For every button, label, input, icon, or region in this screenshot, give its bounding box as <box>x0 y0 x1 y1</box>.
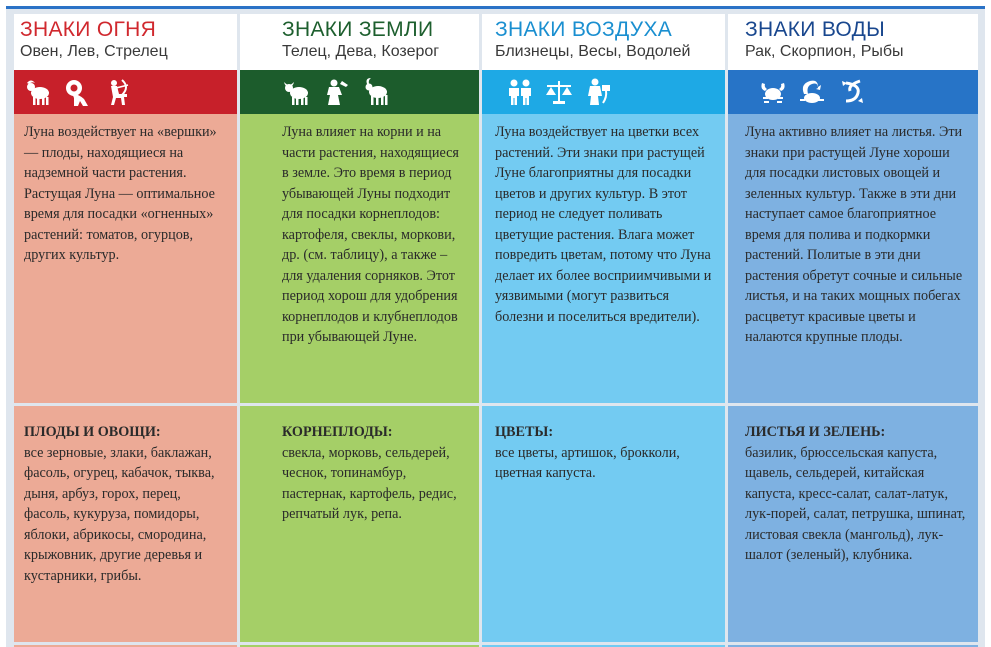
plants-list-title: КОРНЕПЛОДЫ: <box>282 424 393 440</box>
plants-list-title: ЦВЕТЫ: <box>495 424 554 440</box>
column-header <box>482 14 725 70</box>
column-air <box>482 14 725 647</box>
column-earth <box>240 14 479 647</box>
plants-list-text: все цветы, артишок, брокколи, цветная капуста. <box>495 444 680 481</box>
capricorn-icon <box>362 77 392 107</box>
gemini-icon <box>506 77 534 107</box>
aries-icon <box>24 77 54 107</box>
leo-icon <box>64 77 92 107</box>
zodiac-icons-bar <box>482 70 725 114</box>
plants-list-text: свекла, морковь, сельдерей, чеснок, топинамбур, пастернак, картофель, редис, репчатый лук, репа. <box>282 444 457 522</box>
column-description: Луна воздействует на цветки всех растений. Эти знаки при растущей Луне благоприятны для посадки цветов и других культур. В этот период не следует поливать цветущие растения. Влага может повредить цветам, потому что Луна делает их более восприимчивыми и уязвимыми (могут развиться болезни и поселиться вредители). <box>482 114 725 403</box>
column-description: Луна воздействует на «вершки» — плоды, находящиеся на надземной части растения. Растущая Луна — оптимальное время для посадки «огненных» растений: томатов, огурцов, других культур. <box>14 114 237 403</box>
plants-list <box>14 406 237 642</box>
column-water <box>728 14 978 647</box>
zodiac-icons-bar <box>14 70 237 114</box>
zodiac-icons-bar <box>240 70 479 114</box>
column-header <box>240 14 479 70</box>
column-signs: Рак, Скорпион, Рыбы <box>745 43 904 60</box>
aquarius-icon <box>584 77 614 107</box>
plants-list-title: ЛИСТЬЯ И ЗЕЛЕНЬ: <box>745 424 886 440</box>
column-title: ЗНАКИ ЗЕМЛИ <box>282 18 434 41</box>
column-signs: Телец, Дева, Козерог <box>282 43 440 60</box>
column-signs: Овен, Лев, Стрелец <box>20 43 168 60</box>
plants-list <box>482 406 725 642</box>
zodiac-columns <box>14 14 978 647</box>
zodiac-table <box>6 6 985 647</box>
plants-list-text: базилик, брюссельская капуста, щавель, сельдерей, китайская капуста, кресс-салат, салат-латук, лук-порей, салат, петрушка, шпинат, листовая свекла (мангольд), лук-шалот (зеленый), клубника. <box>745 444 966 563</box>
column-title: ЗНАКИ ОГНЯ <box>20 18 157 41</box>
column-header <box>14 14 237 70</box>
plants-list-text: все зерновые, злаки, баклажан, фасоль, огурец, кабачок, тыква, дыня, арбуз, горох, перец, фасоль, кукуруза, помидоры, яблоки, абрикосы, смородина, крыжовник, другие деревья и кустарники, грибы. <box>24 444 215 584</box>
column-fire <box>14 14 237 647</box>
column-header <box>728 14 978 70</box>
plants-list-title: ПЛОДЫ И ОВОЩИ: <box>24 424 161 440</box>
libra-icon <box>544 77 574 107</box>
column-title: ЗНАКИ ВОДЫ <box>745 18 886 41</box>
taurus-icon <box>282 77 312 107</box>
scorpio-icon <box>798 77 828 107</box>
sagittarius-icon <box>102 77 132 107</box>
virgo-icon <box>322 77 352 107</box>
column-title: ЗНАКИ ВОЗДУХА <box>495 18 673 41</box>
zodiac-icons-bar <box>728 70 978 114</box>
column-signs: Близнецы, Весы, Водолей <box>495 43 691 60</box>
column-description: Луна активно влияет на листья. Эти знаки при растущей Луне хороши для посадки листовых овощей и зеленных культур. Также в эти дни наступает самое благоприятное время для полива и подкормки растений. Политые в эти дни растения обретут сочные и сильные листья, и на таких мощных побегах расцветут красивые цветы и налаются крупные плоды. <box>728 114 978 403</box>
column-description: Луна влияет на корни и на части растения, находящиеся в земле. Это время в период убывающей Луны подходит для посадки корнеплодов: картофеля, свеклы, моркови, др. (см. таблицу), а также – для удаления сорняков. Этот период хорош для удобрения корнеплодов и клубнеплодов при убывающей Луне. <box>240 114 479 403</box>
cancer-icon <box>758 77 788 107</box>
plants-list <box>240 406 479 642</box>
plants-list <box>728 406 978 642</box>
pisces-icon <box>838 77 868 107</box>
